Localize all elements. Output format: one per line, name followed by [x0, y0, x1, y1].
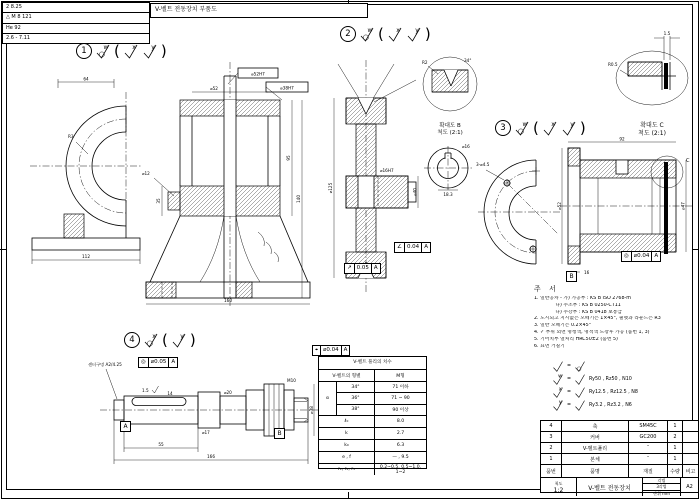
surface-finish-icon	[552, 399, 564, 412]
equals-sign: =	[567, 377, 572, 382]
paren-open: (	[378, 24, 384, 43]
header-cell: 품번	[541, 465, 562, 477]
parts-list-row	[541, 443, 698, 454]
dim-label: R0.5	[608, 62, 618, 67]
dim-label: 95	[286, 155, 291, 161]
part-no: 2	[541, 443, 562, 453]
spec-title: V-벨트 풀리의 치수	[353, 360, 392, 365]
cover-side-view	[474, 154, 564, 272]
equals-sign: =	[567, 403, 572, 408]
detail-b-label	[418, 123, 482, 137]
paren-open: (	[162, 330, 168, 349]
svg-text:w: w	[367, 26, 373, 34]
equals-sign: =	[567, 364, 572, 369]
datum-b-cover: B	[566, 271, 577, 282]
revision-block	[2, 2, 150, 44]
revision-row: △ M 8 121	[3, 13, 149, 23]
revision-row: 2 8.25	[3, 3, 149, 13]
callout-label: ⌀52H7	[251, 71, 265, 77]
legend-values: Ry12.5 , Rz12.5 , N8	[589, 390, 638, 395]
dim-label: 1.5	[142, 388, 149, 393]
part-no: 1	[541, 454, 562, 464]
dim-label: 16	[584, 270, 590, 275]
cover-section-view	[557, 134, 698, 286]
spec-value: 0.2~0.5, 0.5~1.0, 1~2	[379, 464, 422, 475]
dim-label: R2	[422, 60, 428, 65]
header-cell: 수량	[668, 465, 683, 477]
note-line: 2. 도시되고 지시없는 모떼기는 1×45°, 필렛과 라운드는 R3	[534, 316, 661, 322]
paren-close: )	[579, 118, 586, 137]
dim-label: 1.5	[663, 31, 671, 36]
svg-text:y: y	[151, 43, 155, 51]
surface-finish-icon	[552, 373, 564, 386]
scale-value: 1:2	[553, 486, 564, 494]
part-balloon: 2	[340, 26, 356, 42]
spec-label: V-벨트의 형별	[319, 370, 375, 381]
part-balloon: 4	[124, 332, 140, 348]
part-qty: 1	[668, 454, 683, 464]
roughness-legend	[552, 360, 692, 412]
spec-value: 8.0	[396, 419, 405, 424]
leader-note: 센터구멍 A2/4.25	[88, 362, 122, 367]
spec-value: M형	[396, 373, 405, 379]
parts-list-row	[541, 454, 698, 465]
surface-finish-icon	[552, 386, 564, 399]
spec-row	[319, 369, 426, 381]
dim-label: 14	[167, 391, 173, 396]
title-block	[540, 420, 699, 496]
surface-finish-icon	[574, 373, 586, 386]
legend-values: Ry3.2 , Rz3.2 , N6	[589, 403, 632, 408]
part-no: 4	[541, 421, 562, 431]
detail-name: 확대도 B	[439, 123, 461, 129]
spec-sub-value: 71 ~ 90	[375, 392, 426, 403]
spec-alpha-group	[319, 381, 426, 415]
part-no: 3	[541, 432, 562, 442]
dim-label: ⌀12	[142, 171, 150, 176]
part-material: GC200	[629, 432, 668, 442]
datum-b-shaft: B	[274, 428, 285, 439]
dim-label: R3	[68, 134, 74, 139]
part-name: V-벨트풀리	[562, 443, 629, 453]
spec-value: — , 9.5	[392, 455, 409, 460]
part-remark	[683, 443, 698, 453]
spec-row	[319, 463, 426, 475]
pulley-section-view	[326, 56, 424, 296]
note-line: 3. 일반 모떼기는 0.2×45°	[534, 323, 592, 329]
gdt-symbol: ◎	[624, 253, 629, 259]
part-remark	[683, 421, 698, 431]
notes-block	[534, 284, 698, 358]
surface-finish-icon	[387, 26, 403, 43]
note-line: 1. 일반공차 - 가) 가공부 : KS B ISO 2768-m	[534, 296, 631, 301]
tolerance-frame-pulley-2	[394, 242, 431, 253]
gdt-value: ⌀0.04	[631, 252, 652, 261]
surface-finish-icon	[406, 26, 422, 43]
surface-finish-icon	[574, 399, 586, 412]
part-label-2	[340, 25, 431, 43]
tolerance-frame-cover	[621, 251, 661, 262]
spec-label: e , f	[319, 452, 375, 463]
surface-finish-icon	[123, 43, 139, 60]
surface-finish-icon	[171, 332, 187, 349]
dim-label: 166	[207, 454, 215, 459]
dim-label: 3-⌀4.5	[476, 162, 490, 167]
note-line: 다) 주강부 : KS B 0418 보통급	[534, 309, 623, 315]
gdt-value: 0.04	[404, 243, 421, 252]
dim-label: ⌀125	[328, 182, 333, 194]
svg-text:y: y	[180, 332, 184, 340]
note-line: 4. ✓ 부위 외면 명청색, 명적색 도장후 가공 (품번 1, 3)	[534, 329, 650, 335]
center-mark-left	[0, 249, 7, 250]
dim-label: ⌀52	[557, 202, 562, 210]
svg-text:x: x	[396, 26, 400, 34]
dim-label: 18.3	[443, 192, 453, 197]
part-label-4	[124, 331, 196, 349]
part-qty: 2	[668, 432, 683, 442]
spec-label: k	[319, 428, 375, 439]
equals-sign: =	[567, 390, 572, 395]
spec-sub-value: 90 이상	[375, 404, 426, 415]
surface-finish-icon	[542, 120, 558, 137]
gdt-symbol: ↗	[347, 265, 352, 271]
gdt-value: 0.05	[354, 264, 371, 273]
detail-c-label	[612, 122, 692, 138]
spec-sub-label: 34°	[351, 384, 360, 390]
sheet-header-note: V-벨트 전동장치 부품도	[150, 3, 368, 18]
header-cell: 비고	[685, 468, 696, 475]
gdt-datum: A	[341, 346, 350, 355]
detail-name: 확대도 C	[640, 122, 664, 129]
scale-cell	[541, 478, 577, 496]
surface-finish-icon	[574, 386, 586, 399]
spec-sub-label: 36°	[337, 392, 374, 403]
header-cell: 재질	[629, 465, 668, 477]
part-name: 축	[562, 421, 629, 431]
detail-scale: 척도 (2:1)	[437, 130, 463, 136]
spec-row	[319, 427, 426, 439]
notes-title: 주 서	[534, 285, 559, 293]
pulley-spec-table	[318, 356, 427, 475]
surface-finish-icon	[143, 332, 159, 349]
spec-row	[319, 451, 426, 463]
dim-label: 140	[296, 195, 301, 203]
part-qty: 1	[668, 421, 683, 431]
angle-value: 3각법	[643, 484, 680, 490]
svg-text:x: x	[152, 332, 156, 340]
gdt-datum: A	[168, 358, 177, 367]
scale-label: 척도	[554, 480, 563, 486]
detail-c-view	[606, 26, 698, 122]
gdt-symbol: ⌖	[315, 347, 319, 353]
spec-label: ℓ₀	[319, 416, 375, 427]
spec-sub-label: 38°	[337, 404, 374, 415]
part-remark	[683, 454, 698, 464]
note-line: 6. 표면 거칠기	[534, 343, 565, 349]
sheet-size: A2	[686, 484, 693, 490]
paren-open: (	[114, 41, 120, 60]
spec-label: k₀	[319, 440, 375, 451]
gdt-value: ⌀0.05	[148, 358, 169, 367]
header-cell: 품명	[562, 465, 629, 477]
dim-label: ⌀17	[202, 430, 210, 435]
dim-label: 160	[224, 298, 232, 303]
dim-label: 35	[156, 198, 161, 204]
note-line: 나) 주조부 : KS B 0250-CT11	[534, 302, 621, 308]
drawing-title: V-벨트 전동장치	[577, 478, 643, 496]
legend-row	[552, 399, 692, 412]
spec-sub-value: 71 이하	[392, 385, 409, 391]
gdt-symbol: ∠	[397, 244, 402, 250]
svg-text:w: w	[103, 43, 109, 51]
dim-label: ⌀38	[309, 406, 314, 414]
dim-label: 92	[619, 136, 625, 142]
part-balloon: 3	[495, 120, 511, 136]
parts-list-row	[541, 432, 698, 443]
svg-text:x: x	[558, 386, 562, 393]
parts-list-row	[541, 421, 698, 432]
part-name: 본체	[562, 454, 629, 464]
svg-text:y: y	[558, 399, 562, 406]
surface-finish-icon	[95, 43, 111, 60]
legend-row	[552, 373, 692, 386]
detail-scale: 척도 (2:1)	[638, 130, 666, 137]
part-qty: 1	[668, 443, 683, 453]
revision-row: He 92	[3, 24, 149, 34]
gdt-value: ⌀0.04	[320, 346, 341, 355]
dim-label: ⌀40	[412, 188, 418, 196]
dim-label: ⌀52	[210, 86, 218, 91]
part-material: SM45C	[629, 421, 668, 431]
dim-label: ⌀16H7	[380, 168, 394, 173]
paren-open: (	[533, 118, 539, 137]
dim-label: ⌀47	[680, 202, 686, 210]
shaft-view	[86, 356, 324, 474]
surface-finish-icon	[552, 360, 564, 373]
dim-label: M10	[287, 378, 296, 383]
gdt-datum: A	[651, 252, 660, 261]
dim-label: 64	[83, 76, 89, 82]
surface-finish-icon	[514, 120, 530, 137]
spec-value: 2.7	[396, 431, 405, 436]
projection-cell	[643, 478, 681, 496]
dim-label: 112	[82, 254, 90, 259]
dim-label: 55	[158, 442, 164, 447]
tolerance-frame-table	[312, 345, 350, 356]
svg-text:x: x	[551, 120, 555, 128]
note-line: 5. 기어치부 열처리 HRC50±2 (품번 5)	[534, 336, 618, 342]
svg-text:w: w	[558, 373, 563, 380]
legend-row	[552, 360, 692, 373]
gdt-symbol: ◎	[141, 359, 146, 365]
paren-close: )	[160, 41, 167, 60]
tolerance-frame-shaft	[138, 357, 178, 368]
tolerance-frame-pulley-1	[344, 263, 381, 274]
spec-row	[319, 415, 426, 427]
bracket-front-section-view	[140, 56, 315, 308]
unit-value: 단위 mm	[653, 490, 670, 496]
part-material: ″	[629, 454, 668, 464]
bracket-side-view	[28, 74, 148, 270]
datum-a-shaft: A	[120, 421, 131, 432]
center-mark-bottom	[348, 492, 349, 499]
paren-close: )	[424, 24, 431, 43]
surface-finish-icon	[359, 26, 375, 43]
legend-values: Ry50 , Rz50 , N10	[589, 377, 632, 382]
gdt-datum: A	[371, 264, 380, 273]
parts-list-header	[541, 465, 698, 478]
paren-close: )	[189, 330, 196, 349]
revision-row: 2.6 - 7.11	[6, 35, 31, 42]
spec-row	[319, 439, 426, 451]
angle-label: 각법	[643, 478, 680, 484]
detail-letter: C	[686, 158, 690, 164]
part-material: ″	[629, 443, 668, 453]
part-name: 커버	[562, 432, 629, 442]
dim-label: ⌀16	[462, 144, 470, 149]
pulley-bore-end-view	[418, 138, 482, 198]
pulley-groove-detail	[418, 50, 482, 122]
part-balloon: 1	[76, 43, 92, 59]
dim-label: ⌀20	[224, 390, 232, 395]
spec-label: r₁, r₂, r₃	[319, 464, 375, 475]
dim-label: 34°	[464, 58, 472, 63]
surface-finish-icon	[574, 360, 586, 373]
part-remark	[683, 432, 698, 442]
spec-label: α	[319, 382, 337, 415]
legend-row	[552, 386, 692, 399]
spec-value: 6.3	[396, 443, 405, 448]
svg-text:x: x	[132, 43, 136, 51]
svg-text:y: y	[570, 120, 574, 128]
svg-text:y: y	[415, 26, 419, 34]
gdt-datum: A	[421, 243, 430, 252]
svg-text:w: w	[522, 120, 528, 128]
title-block-footer	[541, 478, 698, 496]
callout-label: ⌀38H7	[280, 85, 294, 91]
